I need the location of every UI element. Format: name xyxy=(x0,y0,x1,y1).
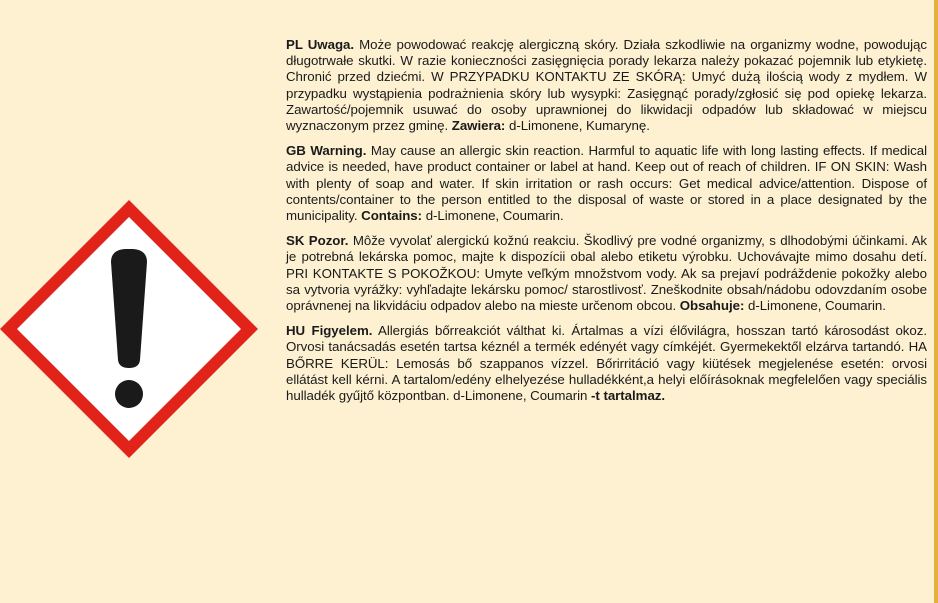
warnings-text-block xyxy=(286,37,927,413)
contains-list: d-Limonene, Coumarin. xyxy=(422,208,564,224)
contains-list: d-Limonene, Kumarynę. xyxy=(505,118,650,134)
warning-lead: PL Uwaga. xyxy=(286,37,354,52)
warning-sk xyxy=(286,233,927,314)
warning-lead: GB Warning. xyxy=(286,143,367,159)
label-edge-strip xyxy=(934,0,938,603)
contains-list: d-Limonene, Coumarin. xyxy=(744,298,886,314)
exclamation-mark-hazard-icon xyxy=(0,200,258,458)
exclamation-dot xyxy=(115,380,143,408)
warning-body: May cause an allergic skin reaction. Harmful to aquatic life with long lasting effects. If medical advice is needed, have product container or label at hand. Keep out of reach of children. IF ON SKIN: Wash with plenty of soap and water. If skin irritation or rash occurs: Get medical advice/attention. Dispose of contents/container to the person entitled to the disposal of waste or stored in a place designated by the municipality. xyxy=(286,143,927,224)
warning-lead: HU Figyelem. xyxy=(286,323,373,339)
warning-hu xyxy=(286,323,927,404)
contains-suffix: -t tartalmaz. xyxy=(587,388,666,404)
warning-body: Allergiás bőrreakciót válthat ki. Ártalmas a vízi élővilágra, hosszan tartó károsodást okoz. Orvosi tanácsadás esetén tartsa kéznél a termék edényét vagy címkéjét. Gyermekektől elzárva tartandó. HA BŐRRE KERÜL: Lemosás bő szappanos vízzel. Bőrirritáció vagy kiütések megjelenése esetén: orvosi ellátást kell kérni. A tartalom/edény elhelyezése hulladékként,a helyi előírásoknak megfelelően vagy speciális hulladék gyűjtő központban. d-Limonene, Coumarin xyxy=(286,323,927,404)
warning-body: Môže vyvolať alergickú kožnú reakciu. Škodlivý pre vodné organizmy, s dlhodobými účinkami. Ak je potrebná lekárska pomoc, majte k dispozícii obal alebo etiketu výrobku. Uchovávajte mimo dosahu detí. PRI KONTAKTE S POKOŽKOU: Umyte veľkým množstvom vody. Ak sa prejaví podráždenie pokožky alebo sa vytvoria vyrážky: vyhľadajte lekársku pomoc/ starostlivosť. Zneškodnite obsah/nádobu odovzdaním osobe oprávnenej na likvidáciu odpadov alebo na mieste určenom obcou. xyxy=(286,233,927,314)
warning-pl xyxy=(286,37,927,134)
warning-lead: SK Pozor. xyxy=(286,233,349,249)
contains-label: Obsahuje: xyxy=(679,298,745,314)
warning-body: Może powodować reakcję alergiczną skóry. Działa szkodliwie na organizmy wodne, powodując długotrwałe skutki. W razie konieczności zasięgnięcia porady lekarza należy pokazać pojemnik lub etykietę. Chronić przed dziećmi. W PRZYPADKU KONTAKTU ZE SKÓRĄ: Umyć dużą ilością wody z mydłem. W przypadku wystąpienia podrażnienia skóry lub wysypki: Zasięgnąć porady/zgłosić się pod opiekę lekarza. Zawartość/pojemnik usuwać do osoby uprawnionej do likwidacji odpadów lub składować w miejscu wyznaczonym przez gminę. xyxy=(286,37,927,134)
contains-label: Zawiera: xyxy=(451,118,506,134)
warning-gb xyxy=(286,143,927,224)
contains-label: Contains: xyxy=(361,208,423,224)
